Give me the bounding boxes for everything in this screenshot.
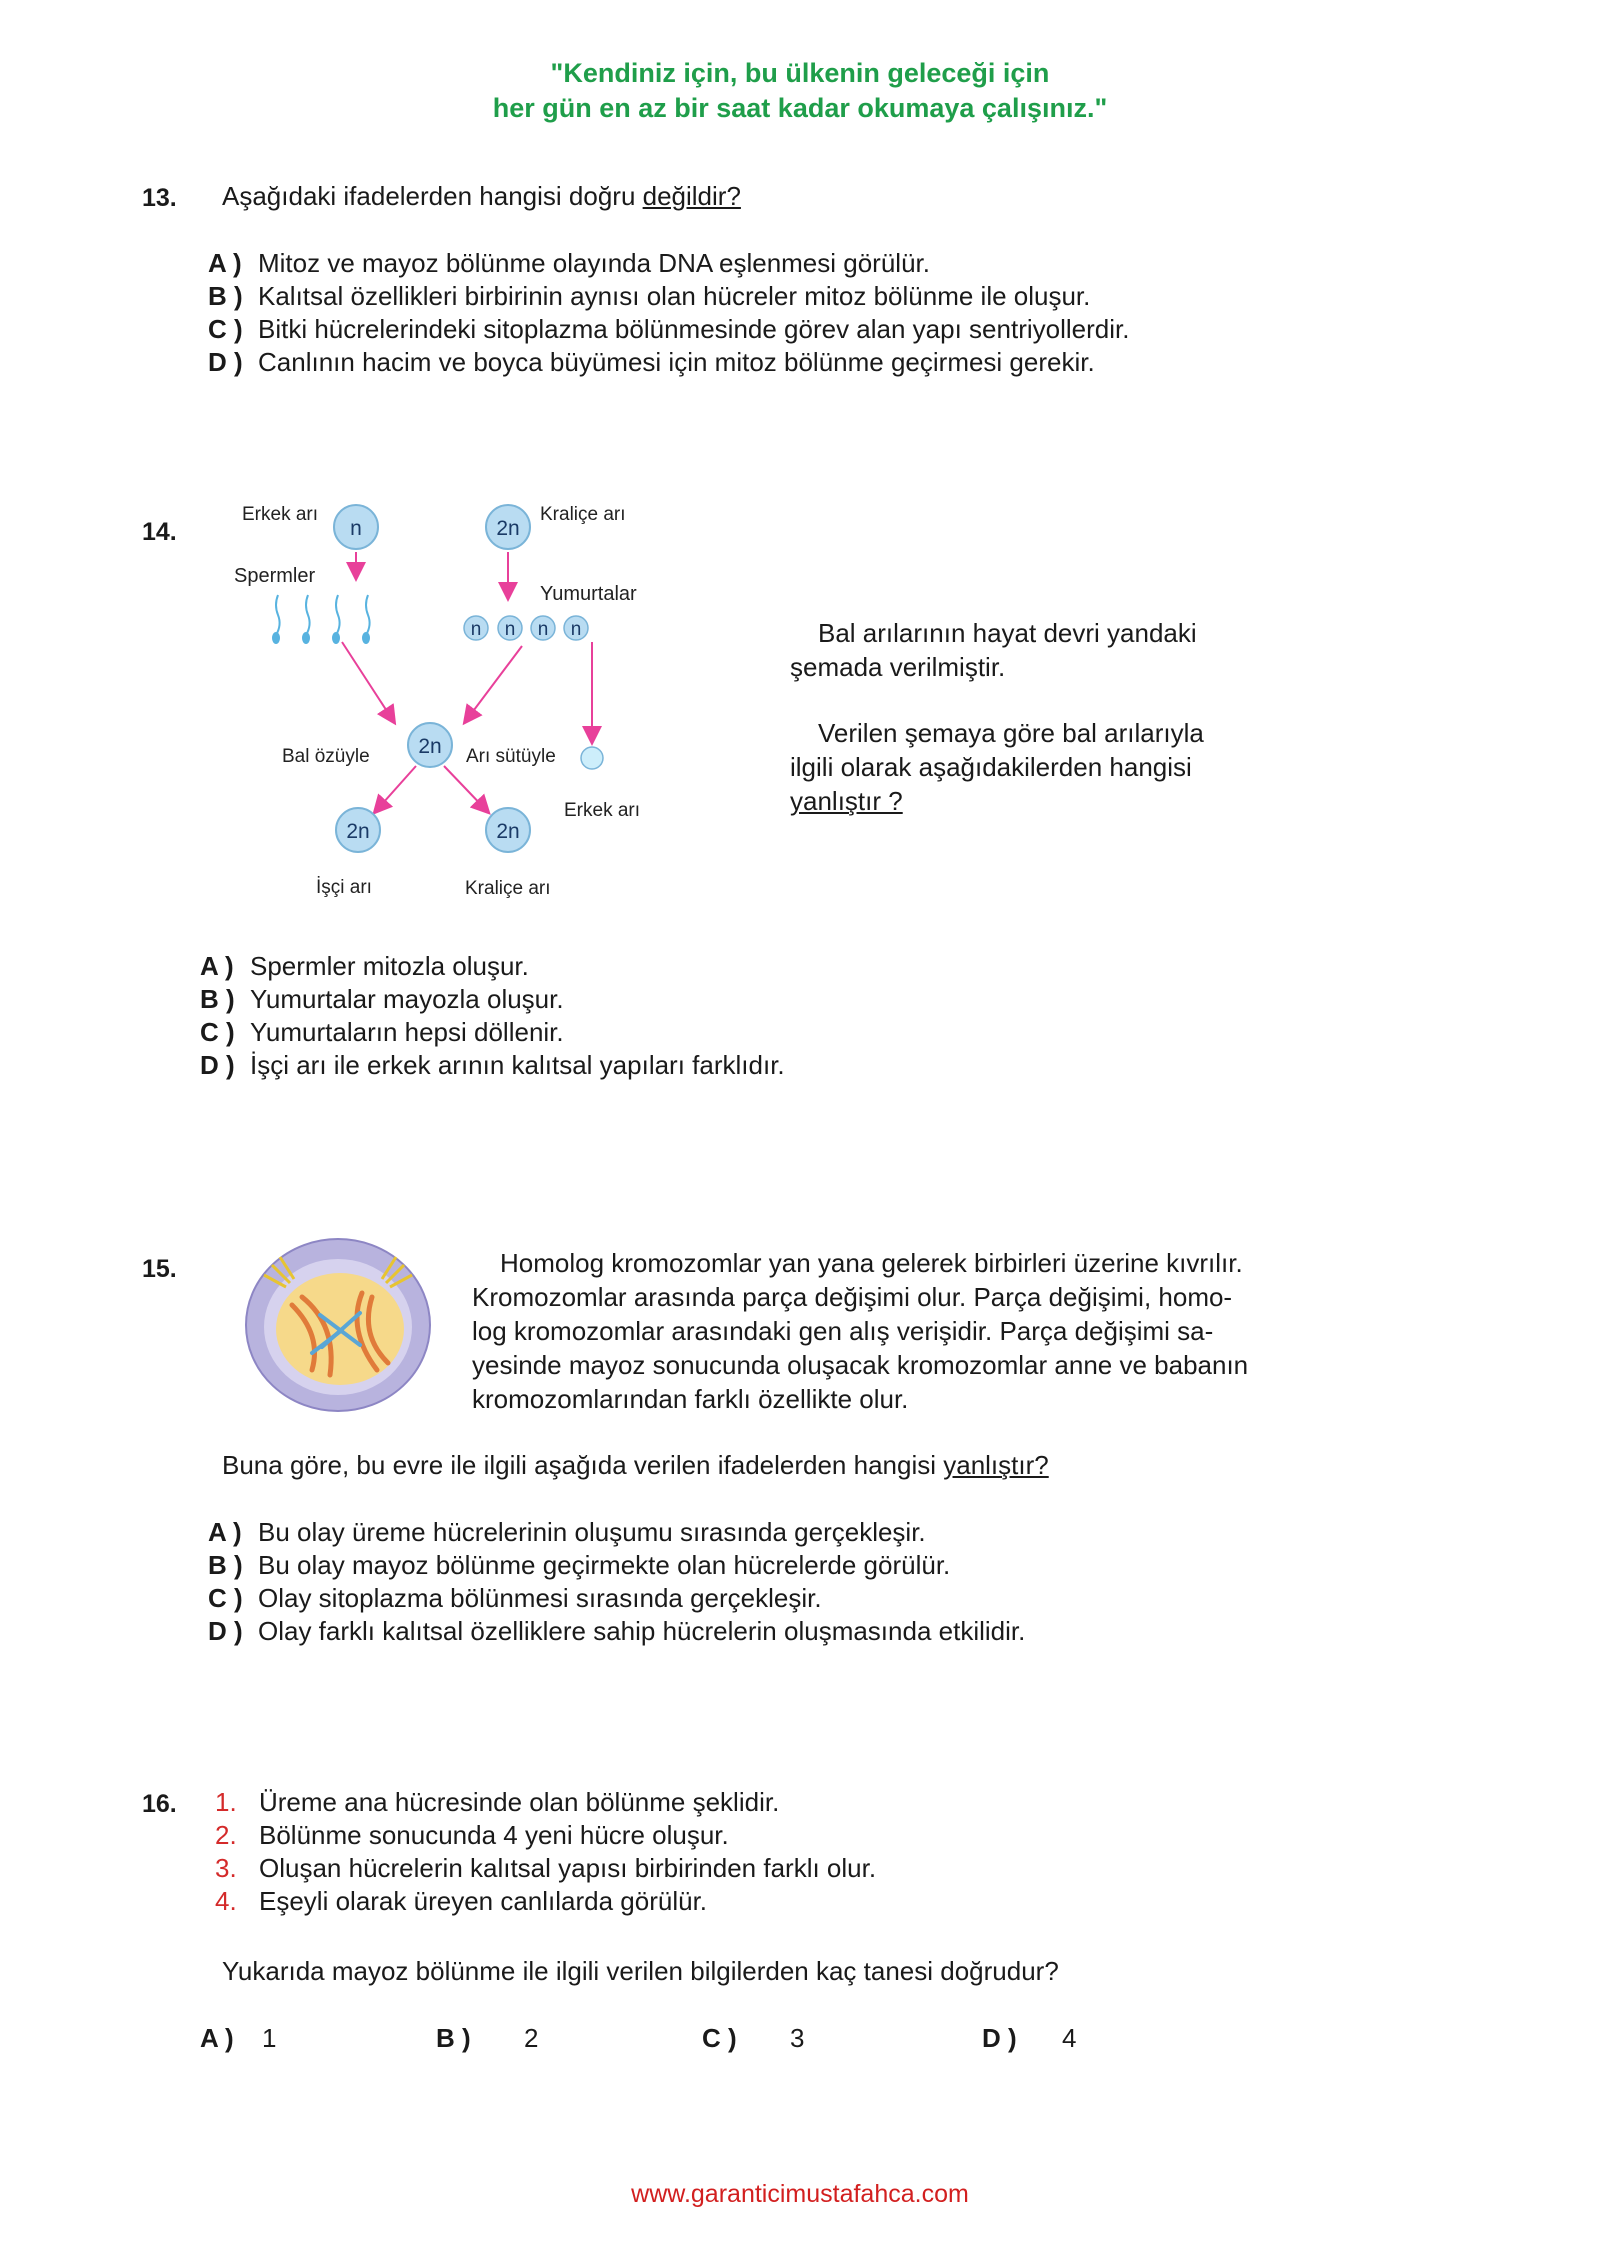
option-letter: B )	[208, 1550, 243, 1580]
option-letter: C )	[200, 1017, 235, 1047]
q14-option-c[interactable]	[200, 1016, 564, 1049]
option-letter: C )	[208, 314, 243, 344]
egg-3-ploidy: n	[537, 619, 549, 640]
q14-option-a[interactable]	[200, 950, 529, 983]
statement-text: Eşeyli olarak üreyen canlılarda görülür.	[259, 1886, 708, 1916]
q16-statement-1	[215, 1786, 779, 1819]
option-letter: B )	[208, 281, 243, 311]
male-ploidy: n	[350, 517, 362, 540]
question-13-stem	[222, 181, 741, 212]
option-letter: A )	[200, 2023, 234, 2053]
q15-option-a[interactable]	[208, 1516, 926, 1549]
queen-ploidy: 2n	[496, 517, 520, 540]
eggs-label: Yumurtalar	[540, 583, 637, 605]
option-letter: D )	[208, 1616, 243, 1646]
worker-label: İşçi arı	[316, 877, 372, 898]
stem-text: Verilen şemaya göre bal arılarıyla ilgili olarak aşağıdakilerden hangisi	[790, 718, 1204, 782]
new-queen-label: Kraliçe arı	[465, 878, 551, 899]
option-letter: A )	[208, 248, 242, 278]
description-line: log kromozomlar arasındaki gen alış verişidir. Parça değişimi sa-	[472, 1316, 1214, 1346]
option-letter: A )	[200, 951, 234, 981]
stem-text: Aşağıdaki ifadelerden hangisi doğru	[222, 181, 643, 211]
stem-text: Buna göre, bu evre ile ilgili aşağıda verilen ifadelerden hangisi	[222, 1450, 944, 1480]
worker-ploidy: 2n	[346, 820, 370, 843]
egg-4-ploidy: n	[570, 619, 582, 640]
queen-bee-label: Kraliçe arı	[540, 504, 626, 525]
royal-jelly-label: Arı sütüyle	[466, 746, 556, 767]
q16-statement-2	[215, 1819, 729, 1852]
description-line: Kromozomlar arasında parça değişimi olur. Parça değişimi, homo-	[472, 1282, 1233, 1312]
egg-to-zygote-arrow	[465, 646, 522, 722]
statement-text: Bölünme sonucunda 4 yeni hücre oluşur.	[259, 1820, 729, 1850]
q16-option-d[interactable]	[982, 2022, 1076, 2055]
option-text: Kalıtsal özellikleri birbirinin aynısı olan hücreler mitoz bölünme ile oluşur.	[258, 281, 1091, 311]
statement-text: Oluşan hücrelerin kalıtsal yapısı birbirinden farklı olur.	[259, 1853, 877, 1883]
sperm-group	[273, 595, 370, 643]
option-text: Bitki hücrelerindeki sitoplazma bölünmesinde görev alan yapı sentriyollerdir.	[258, 314, 1130, 344]
new-queen-ploidy: 2n	[496, 820, 520, 843]
sperm-to-zygote-arrow	[342, 642, 394, 722]
bee-life-cycle-diagram	[220, 490, 690, 910]
q16-option-a[interactable]	[200, 2022, 276, 2055]
quote-line-1: "Kendiniz için, bu ülkenin geleceği için	[550, 58, 1050, 88]
statement-number: 1.	[215, 1787, 237, 1817]
crossing-over-cell-illustration	[242, 1235, 434, 1415]
drone-egg-cell	[581, 747, 603, 769]
option-text: 2	[524, 2023, 539, 2053]
option-text: İşçi arı ile erkek arının kalıtsal yapıları farklıdır.	[250, 1050, 785, 1080]
option-text: Bu olay üreme hücrelerinin oluşumu sırasında gerçekleşir.	[258, 1517, 926, 1547]
question-13-number: 13.	[142, 184, 177, 212]
option-text: Yumurtaların hepsi döllenir.	[250, 1017, 564, 1047]
drone-label: Erkek arı	[564, 800, 641, 821]
option-text: Bu olay mayoz bölünme geçirmekte olan hücrelerde görülür.	[258, 1550, 951, 1580]
option-text: 1	[262, 2023, 277, 2053]
q13-option-a[interactable]	[208, 247, 930, 280]
sperm-label: Spermler	[234, 565, 316, 587]
option-letter: C )	[208, 1583, 243, 1613]
q15-option-c[interactable]	[208, 1582, 822, 1615]
stem-emphasis: değildir?	[642, 181, 741, 211]
question-15-number: 15.	[142, 1255, 177, 1283]
q14-description: Bal arılarının hayat devri yandaki şemada verilmiştir.	[790, 618, 1197, 682]
motivation-quote	[0, 56, 1600, 126]
q13-option-c[interactable]	[208, 313, 1129, 346]
q15-option-b[interactable]	[208, 1549, 950, 1582]
option-letter: D )	[208, 347, 243, 377]
egg-1-ploidy: n	[470, 619, 482, 640]
q15-option-d[interactable]	[208, 1615, 1025, 1648]
question-14-number: 14.	[142, 518, 177, 546]
option-text: Olay farklı kalıtsal özelliklere sahip hücrelerin oluşmasında etkilidir.	[258, 1616, 1026, 1646]
stem-emphasis: yanlıştır?	[943, 1450, 1049, 1480]
question-15-stem	[222, 1450, 1049, 1481]
option-text: Canlının hacim ve boyca büyümesi için mitoz bölünme geçirmesi gerekir.	[258, 347, 1095, 377]
option-letter: B )	[436, 2023, 471, 2053]
q16-option-b[interactable]	[436, 2022, 538, 2055]
q13-option-b[interactable]	[208, 280, 1090, 313]
option-letter: B )	[200, 984, 235, 1014]
male-bee-label: Erkek arı	[242, 504, 319, 525]
statement-number: 4.	[215, 1886, 237, 1916]
statement-text: Üreme ana hücresinde olan bölünme şeklidir.	[259, 1787, 780, 1817]
zygote-ploidy: 2n	[418, 735, 442, 758]
zygote-to-queen-arrow	[444, 766, 488, 812]
q14-stem	[790, 716, 1250, 818]
stem-emphasis: yanlıştır ?	[790, 786, 903, 816]
q14-option-b[interactable]	[200, 983, 564, 1016]
option-letter: A )	[208, 1517, 242, 1547]
description-line: yesinde mayoz sonucunda oluşacak kromozomlar anne ve babanın	[472, 1350, 1249, 1380]
option-letter: D )	[200, 1050, 235, 1080]
q14-option-d[interactable]	[200, 1049, 785, 1082]
egg-2-ploidy: n	[504, 619, 516, 640]
option-text: Mitoz ve mayoz bölünme olayında DNA eşlenmesi görülür.	[258, 248, 930, 278]
q15-description	[472, 1246, 1292, 1416]
option-letter: D )	[982, 2023, 1017, 2053]
question-16-stem: Yukarıda mayoz bölünme ile ilgili verilen bilgilerden kaç tanesi doğrudur?	[222, 1956, 1059, 1986]
option-text: Spermler mitozla oluşur.	[250, 951, 529, 981]
description-line: kromozomlarından farklı özellikte olur.	[472, 1384, 909, 1414]
option-text: Olay sitoplazma bölünmesi sırasında gerçekleşir.	[258, 1583, 822, 1613]
option-text: 3	[790, 2023, 805, 2053]
footer-website-link[interactable]: www.garanticimustafahca.com	[631, 2180, 969, 2208]
q16-statement-3	[215, 1852, 876, 1885]
option-text: 4	[1062, 2023, 1077, 2053]
statement-number: 2.	[215, 1820, 237, 1850]
q13-option-d[interactable]	[208, 346, 1095, 379]
quote-line-2: her gün en az bir saat kadar okumaya çalışınız."	[492, 93, 1108, 123]
question-16-number: 16.	[142, 1790, 177, 1818]
option-text: Yumurtalar mayozla oluşur.	[250, 984, 564, 1014]
option-letter: C )	[702, 2023, 737, 2053]
q16-statement-4	[215, 1885, 707, 1918]
honey-feed-label: Bal özüyle	[282, 746, 370, 767]
statement-number: 3.	[215, 1853, 237, 1883]
description-line: Homolog kromozomlar yan yana gelerek birbirleri üzerine kıvrılır.	[500, 1248, 1243, 1278]
zygote-to-worker-arrow	[375, 766, 416, 812]
q16-option-c[interactable]	[702, 2022, 804, 2055]
